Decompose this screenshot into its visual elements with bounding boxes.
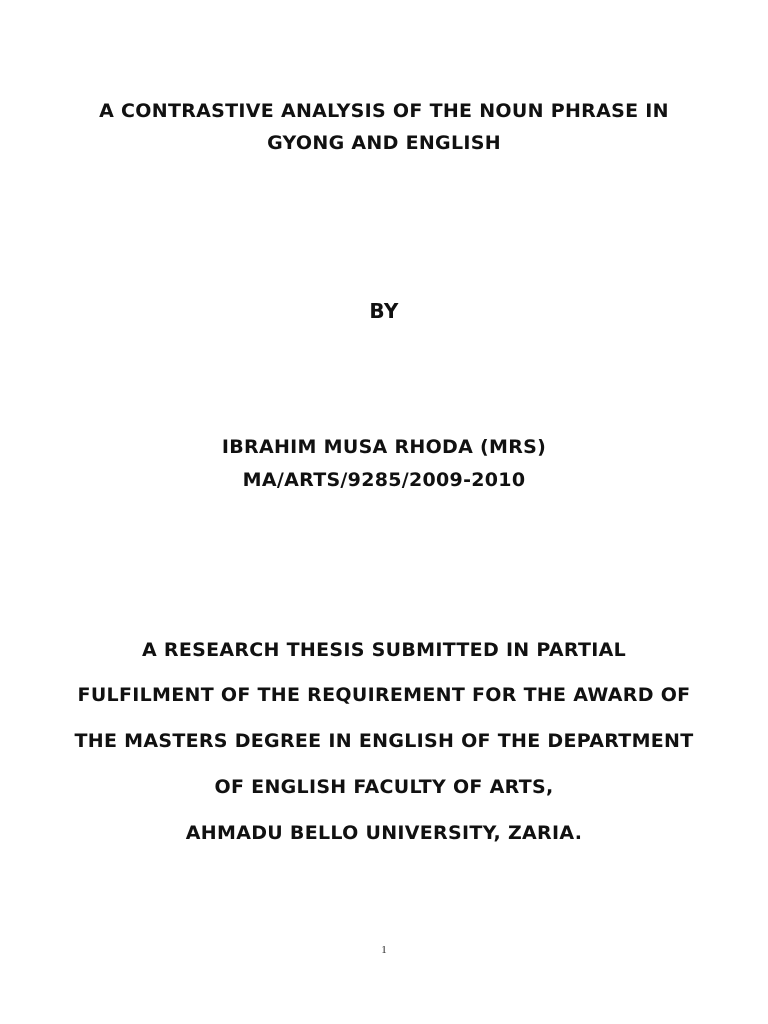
thesis-title-line-1: A CONTRASTIVE ANALYSIS OF THE NOUN PHRASE IN: [99, 100, 669, 122]
thesis-title-line-2: GYONG AND ENGLISH: [267, 132, 501, 154]
by-label: BY: [369, 299, 399, 323]
submission-line-2: FULFILMENT OF THE REQUIREMENT FOR THE AWARD OF: [77, 684, 691, 706]
submission-line-1: A RESEARCH THESIS SUBMITTED IN PARTIAL: [141, 639, 627, 661]
submission-line-5: AHMADU BELLO UNIVERSITY, ZARIA.: [185, 822, 583, 844]
author-name: IBRAHIM MUSA RHODA (MRS): [221, 436, 547, 458]
registration-number: MA/ARTS/9285/2009-2010: [242, 469, 526, 491]
submission-line-3: THE MASTERS DEGREE IN ENGLISH OF THE DEPARTMENT: [74, 730, 694, 752]
submission-line-4: OF ENGLISH FACULTY OF ARTS,: [214, 776, 554, 798]
page-number: 1: [381, 944, 387, 956]
